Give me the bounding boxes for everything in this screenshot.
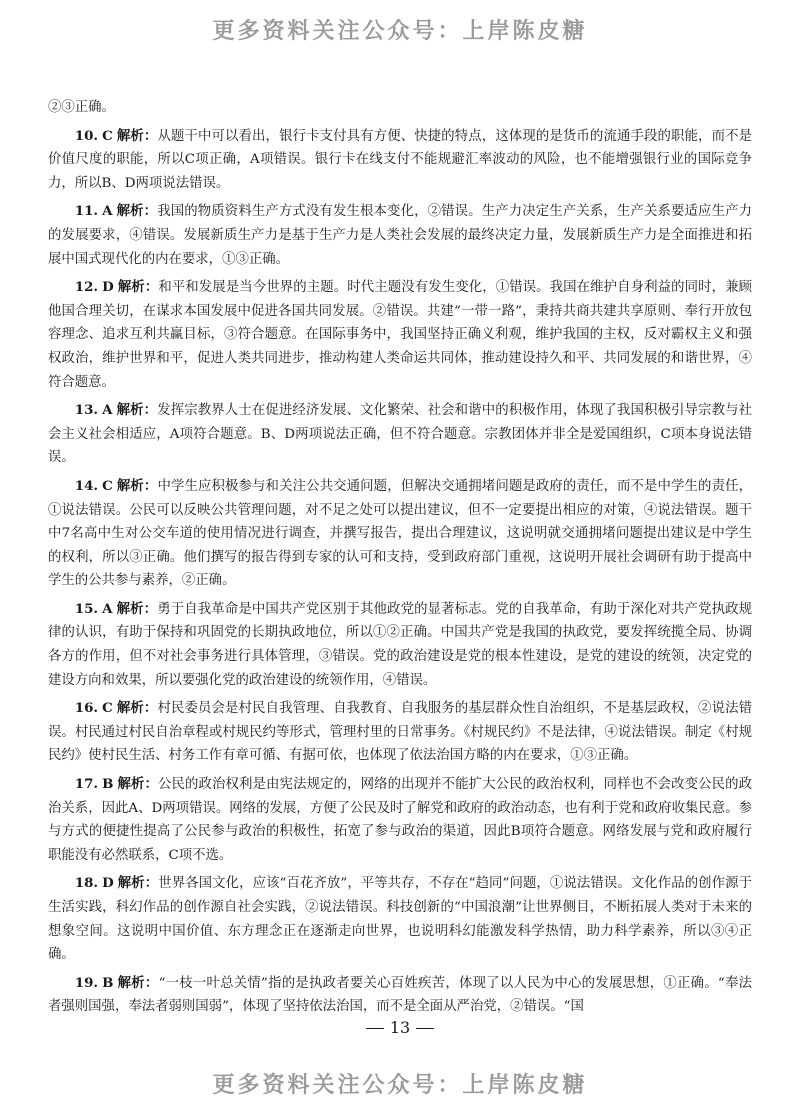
answer-item (48, 399, 752, 470)
answer-item (48, 200, 752, 271)
page-number-text: 13 (389, 1018, 411, 1037)
answer-letter: B (102, 776, 114, 793)
analysis-label: 解析： (117, 279, 159, 296)
question-number: 16. (74, 700, 99, 717)
continuation-text: ②③正确。 (48, 100, 115, 115)
answer-letter: D (102, 279, 114, 296)
analysis-text: 从题干中可以看出，银行卡支付具有方便、快捷的特点，这体现的是货币的流通手段的职能，而不是价值尺度的职能，所以C项正确，A项错误。银行卡在线支付不能规避汇率波动的风险，也不能增强银行业的国际竞争力，所以B、D两项说法错误。 (48, 128, 752, 191)
answer-letter: A (102, 600, 113, 617)
question-number: 15. (74, 600, 99, 617)
analysis-label: 解析： (117, 974, 159, 991)
question-number: 19. (74, 974, 99, 991)
analysis-text: 发挥宗教界人士在促进经济发展、文化繁荣、社会和谐中的积极作用，体现了我国积极引导宗教与社会主义社会相适应，A项符合题意。B、D两项说法正确，但不符合题意。宗教团体并非全是爱国组织，C项本身说法错误。 (48, 403, 753, 466)
question-number: 10. (74, 127, 99, 144)
analysis-text: 公民的政治权利是由宪法规定的，网络的出现并不能扩大公民的政治权利，同样也不会改变公民的政治关系，因此A、D两项错误。网络的发展，方便了公民及时了解党和政府的政治动态，也有利于党和政府收集民意。参与方式的便捷性提高了公民参与政治的积极性，拓宽了参与政治的渠道，因此B项符合题意。网络发展与党和政府履行职能没有必然联系，C项不选。 (48, 777, 753, 863)
question-number: 11. (74, 203, 99, 220)
answer-item (48, 276, 752, 394)
question-number: 13. (74, 402, 99, 419)
answer-item (48, 697, 752, 768)
analysis-text: 勇于自我革命是中国共产党区别于其他政党的显著标志。党的自我革命，有助于深化对共产党执政规律的认识，有助于保持和巩固党的长期执政地位，所以①②正确。中国共产党是我国的执政党，要发挥统揽全局、协调各方的作用，但不对社会事务进行具体管理，③错误。党的政治建设是党的根本性建设，是党的建设的统领，决定党的建设方向和效果，所以要强化党的政治建设的统领作用，④错误。 (48, 601, 753, 688)
question-number: 14. (74, 477, 99, 494)
analysis-label: 解析： (117, 875, 159, 892)
analysis-label: 解析： (116, 402, 158, 419)
answer-letter: A (102, 402, 113, 419)
answer-letter: B (102, 974, 114, 991)
answer-letter: C (102, 700, 113, 717)
analysis-label: 解析： (116, 477, 158, 494)
analysis-label: 解析： (116, 203, 158, 220)
analysis-text: 世界各国文化，应该“百花齐放”，平等共存，不存在“趋同”问题，①说法错误。文化作品的创作源于生活实践，科幻作品的创作源自社会实践，②说法错误。科技创新的“中国浪潮”让世界侧目，不断拓展人类对于未来的想象空间。这说明中国价值、东方理念正在逐渐走向世界，也说明科幻能激发科学热情，助力科学素养，所以③④正确。 (48, 876, 752, 963)
watermark-bottom: 更多资料关注公众号：上岸陈皮糖 (212, 1073, 588, 1098)
answer-item (48, 972, 752, 1019)
answer-item (48, 598, 752, 692)
analysis-text: 村民委员会是村民自我管理、自我教育、自我服务的基层群众性自治组织，不是基层政权，②说法错误。村民通过村民自治章程或村规民约等形式，管理村里的日常事务。《村规民约》不是法律，④说法错误。制定《村规民约》使村民生活、村务工作有章可循、有据可依，也体现了依法治国方略的内在要求，①③正确。 (48, 701, 752, 764)
analysis-text: 中学生应积极参与和关注公共交通问题，但解决交通拥堵问题是政府的责任，而不是中学生的责任，①说法错误。公民可以反映公共管理问题，对不足之处可以提出建议，但不一定要提出相应的对策，④说法错误。题干中7名高中生对公交车道的使用情况进行调查，并撰写报告，提出合理建议，这说明就交通拥堵问题提出建议是中学生的权利，所以③正确。他们撰写的报告得到专家的认可和支持，受到政府部门重视，这说明开展社会调研有助于提高中学生的公共参与素养，②正确。 (48, 478, 752, 589)
page-number (0, 1018, 800, 1037)
analysis-text: “一枝一叶总关情”指的是执政者要关心百姓疾苦，体现了以人民为中心的发展思想，①正确。“奉法者强则国强，奉法者弱则国弱”，体现了坚持依法治国，而不是全面从严治党，②错误。“国 (48, 975, 753, 1015)
question-number: 12. (74, 279, 99, 296)
answer-letter: A (102, 203, 113, 220)
analysis-label: 解析： (116, 600, 158, 617)
answer-letter: C (102, 127, 113, 144)
answer-item (48, 475, 752, 593)
answer-item (48, 773, 752, 867)
analysis-label: 解析： (117, 776, 159, 793)
answer-letter: C (102, 477, 113, 494)
page-dash-left (366, 1028, 384, 1029)
question-number: 18. (74, 875, 99, 892)
analysis-label: 解析： (116, 700, 158, 717)
question-number: 17. (74, 776, 99, 793)
analysis-text: 和平和发展是当今世界的主题。时代主题没有发生变化，①错误。我国在维护自身利益的同时，兼顾他国合理关切，在谋求本国发展中促进各国共同发展。②错误。共建“一带一路”，秉持共商共建共享原则、奉行开放包容理念、追求互利共赢目标，③符合题意。在国际事务中，我国坚持正确义利观，维护我国的主权，反对霸权主义和强权政治，维护世界和平，促进人类共同进步，推动构建人类命运共同体，推动建设持久和平、共同发展的和谐世界，④符合题意。 (48, 280, 752, 390)
answer-letter: D (102, 875, 114, 892)
answer-list (48, 125, 752, 1019)
answer-item (48, 125, 752, 196)
answer-content (48, 96, 752, 1024)
watermark-top: 更多资料关注公众号：上岸陈皮糖 (212, 19, 588, 44)
analysis-label: 解析： (116, 127, 158, 144)
answer-item (48, 872, 752, 966)
analysis-text: 我国的物质资料生产方式没有发生根本变化，②错误。生产力决定生产关系，生产关系要适应生产力的发展要求，④错误。发展新质生产力是基于生产力是人类社会发展的最终决定力量，发展新质生产力是全面推进和拓展中国式现代化的内在要求，①③正确。 (48, 204, 753, 267)
page-dash-right (416, 1028, 434, 1029)
